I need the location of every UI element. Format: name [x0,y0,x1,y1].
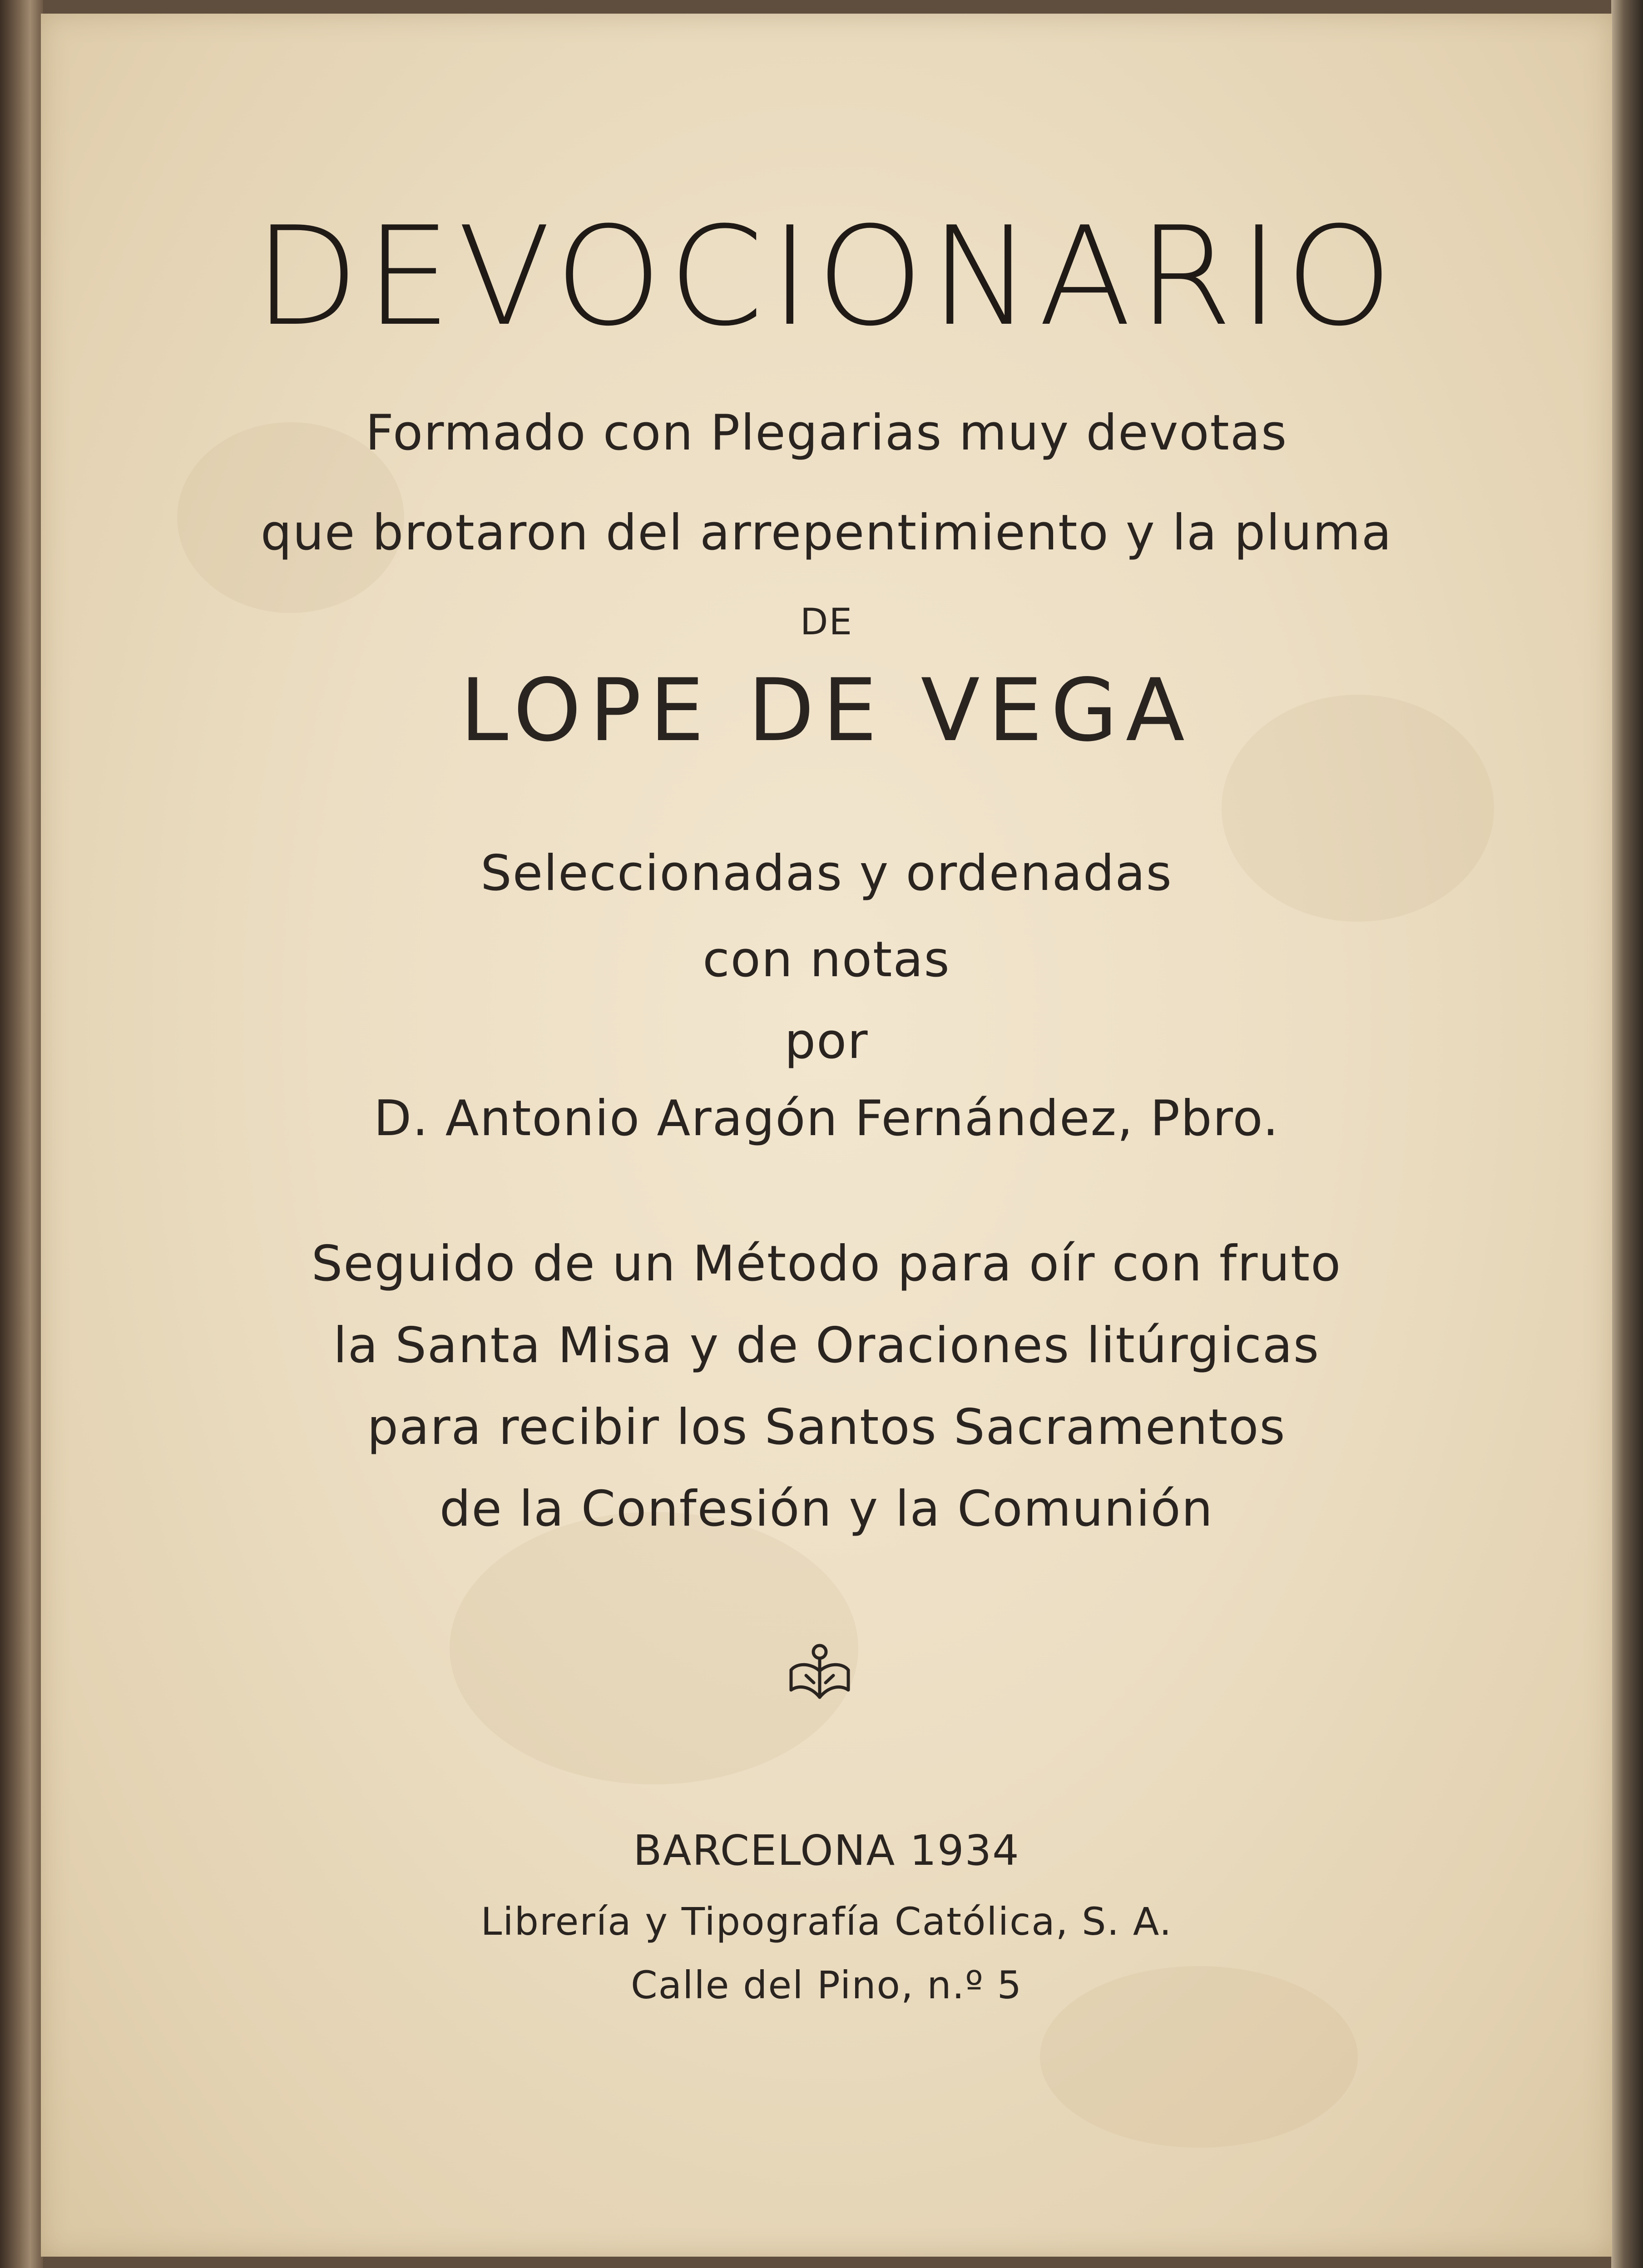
contents-line-3: para recibir los Santos Sacramentos [367,1399,1286,1456]
selection-line-2: con notas [703,931,950,988]
place-year: BARCELONA 1934 [633,1826,1020,1875]
subtitle-line-1: Formado con Plegarias muy devotas [365,405,1288,461]
contents-line-2: la Santa Misa y de Oraciones litúrgicas [333,1317,1320,1374]
book-spine-left [0,0,43,2268]
subtitle-line-2: que brotaron del arrepentimiento y la pluma [260,504,1393,561]
publisher-address: Calle del Pino, n.º 5 [630,1963,1023,2007]
title-page [41,14,1612,2257]
contents-line-1: Seguido de un Método para oír con fruto [311,1235,1342,1292]
book-title: DEVOCIONARIO [254,198,1399,356]
publisher: Librería y Tipografía Católica, S. A. [480,1899,1173,1944]
editor-name: D. Antonio Aragón Fernández, Pbro. [373,1090,1280,1147]
open-book-cross-icon [786,1639,854,1707]
page-edge-right [1611,0,1643,2268]
selection-line-3: por [784,1013,869,1070]
author-name: LOPE DE VEGA [460,660,1193,761]
de-connector: DE [800,601,853,643]
selection-line-1: Seleccionadas y ordenadas [480,845,1173,902]
contents-line-4: de la Confesión y la Comunión [439,1481,1214,1537]
